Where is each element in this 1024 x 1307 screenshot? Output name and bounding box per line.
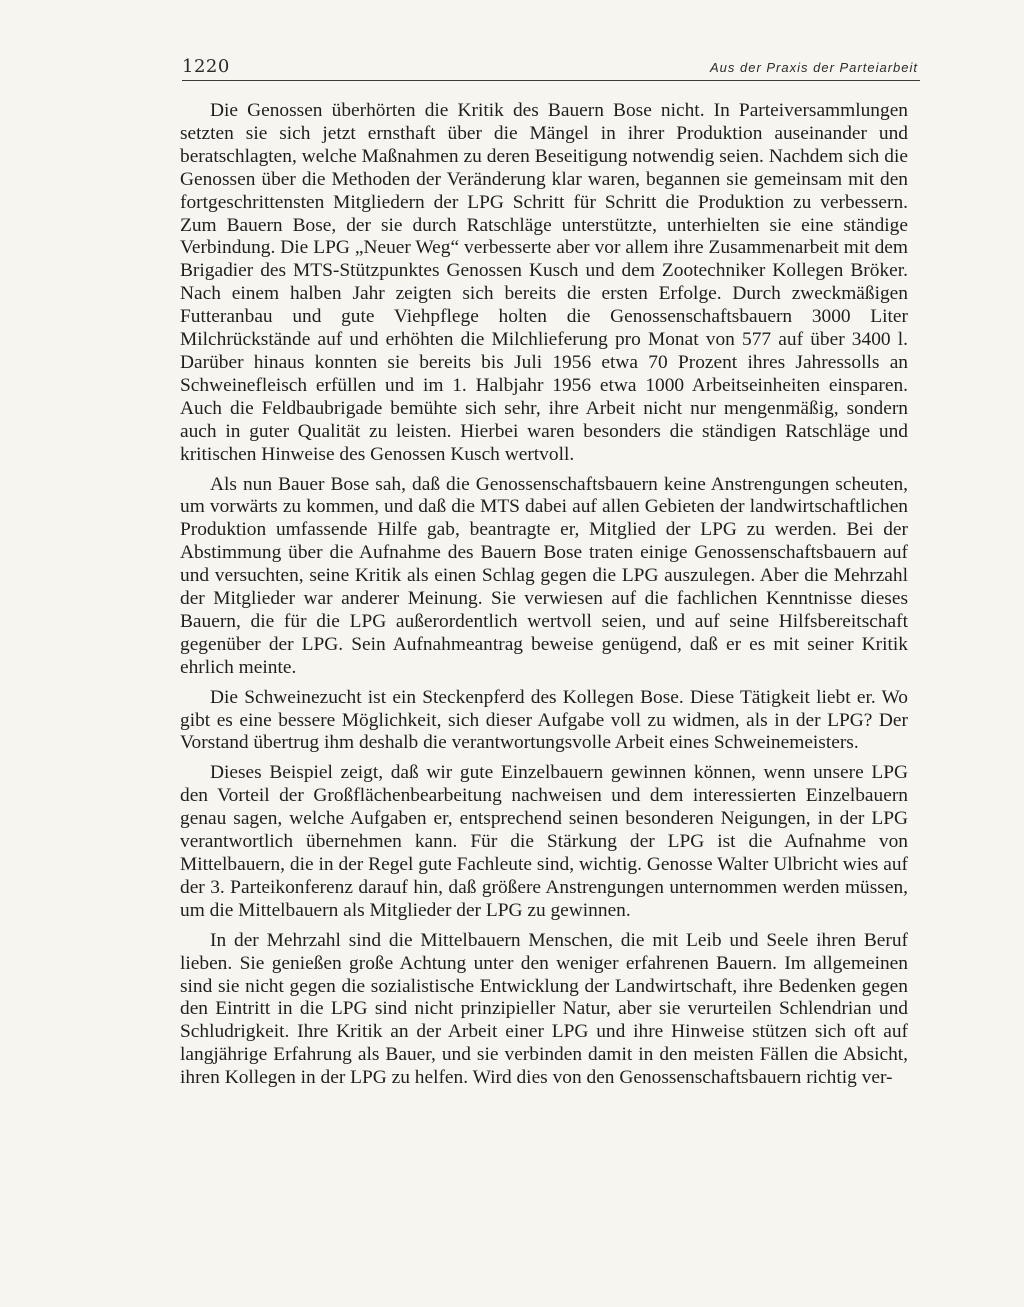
paragraph: Als nun Bauer Bose sah, daß die Genossenschaftsbauern keine Anstrengungen scheuten, um vorwärts zu kommen, und daß die MTS dabei auf allen Gebieten der landwirtschaftlichen Produktion umfassende Hilfe gab, beantragte er, Mitglied der LPG zu werden. Bei der Abstimmung über die Aufnahme des Bauern Bose traten einige Genossenschaftsbauern auf und versuchten, seine Kritik als einen Schlag gegen die LPG auszulegen. Aber die Mehrzahl der Mitglieder war anderer Meinung. Sie verwiesen auf die fachlichen Kenntnisse dieses Bauern, die für die LPG außerordentlich wertvoll seien, und auf seine Hilfsbereitschaft gegenüber der LPG. Sein Aufnahmeantrag beweise genügend, daß er es mit seiner Kritik ehrlich meinte. [180, 473, 908, 678]
page-number: 1220 [182, 56, 230, 77]
paragraph: Die Genossen überhörten die Kritik des Bauern Bose nicht. In Parteiversammlungen setzten sie sich jetzt ernsthaft über die Mängel in ihrer Produktion auseinander und beratschlagten, welche Maßnahmen zu deren Beseitigung notwendig seien. Nachdem sich die Genossen über die Methoden der Veränderung klar waren, begannen sie gemeinsam mit den fortgeschrittensten Mitgliedern der LPG Schritt für Schritt die Produktion zu verbessern. Zum Bauern Bose, der sie durch Ratschläge unterstützte, unterhielten sie eine ständige Verbindung. Die LPG „Neuer Weg“ verbesserte aber vor allem ihre Zusammenarbeit mit dem Brigadier des MTS-Stützpunktes Genossen Kusch und dem Zootechniker Kollegen Bröker. Nach einem halben Jahr zeigten sich bereits die ersten Erfolge. Durch zweckmäßigen Futteranbau und gute Viehpflege holten die Genossenschaftsbauern 3000 Liter Milchrückstände auf und erhöhten die Milchlieferung pro Monat von 577 auf über 3400 l. Darüber hinaus konnten sie bereits bis Juli 1956 etwa 70 Prozent ihres Jahressolls an Schweinefleisch erfüllen und im 1. Halbjahr 1956 etwa 1000 Arbeitseinheiten einsparen. Auch die Feldbaubrigade bemühte sich sehr, ihre Arbeit nicht nur mengenmäßig, sondern auch in guter Qualität zu leisten. Hierbei waren besonders die ständigen Ratschläge und kritischen Hinweise des Genossen Kusch wertvoll. [180, 100, 908, 465]
page-header [182, 56, 920, 81]
paragraph: In der Mehrzahl sind die Mittelbauern Menschen, die mit Leib und Seele ihren Beruf lieben. Sie genießen große Achtung unter den weniger erfahrenen Bauern. Im allgemeinen sind sie nicht gegen die sozialistische Entwicklung der Landwirtschaft, ihre Bedenken gegen den Eintritt in die LPG sind nicht prinzipieller Natur, aber sie verurteilen Schlendrian und Schludrigkeit. Ihre Kritik an der Arbeit einer LPG und ihre Hinweise stützen sich oft auf langjährige Erfahrung als Bauer, und sie verbinden damit in den meisten Fällen die Absicht, ihren Kollegen in der LPG zu helfen. Wird dies von den Genossenschaftsbauern richtig ver- [180, 929, 908, 1089]
body-text [180, 100, 908, 1097]
paragraph: Dieses Beispiel zeigt, daß wir gute Einzelbauern gewinnen können, wenn unsere LPG den Vorteil der Großflächenbearbeitung nachweisen und dem interessierten Einzelbauern genau sagen, welche Aufgaben er, entsprechend seinen besonderen Neigungen, in der LPG verantwortlich übernehmen kann. Für die Stärkung der LPG ist die Aufnahme von Mittelbauern, die in der Regel gute Fachleute sind, wichtig. Genosse Walter Ulbricht wies auf der 3. Parteikonferenz darauf hin, daß größere Anstrengungen unternommen werden müssen, um die Mittelbauern als Mitglieder der LPG zu gewinnen. [180, 762, 908, 921]
running-head: Aus der Praxis der Parteiarbeit [709, 60, 918, 75]
paragraph: Die Schweinezucht ist ein Steckenpferd des Kollegen Bose. Diese Tätigkeit liebt er. Wo gibt es eine bessere Möglichkeit, sich dieser Aufgabe voll zu widmen, als in der LPG? Der Vorstand übertrug ihm deshalb die verantwortungsvolle Arbeit eines Schweinemeisters. [180, 686, 908, 754]
